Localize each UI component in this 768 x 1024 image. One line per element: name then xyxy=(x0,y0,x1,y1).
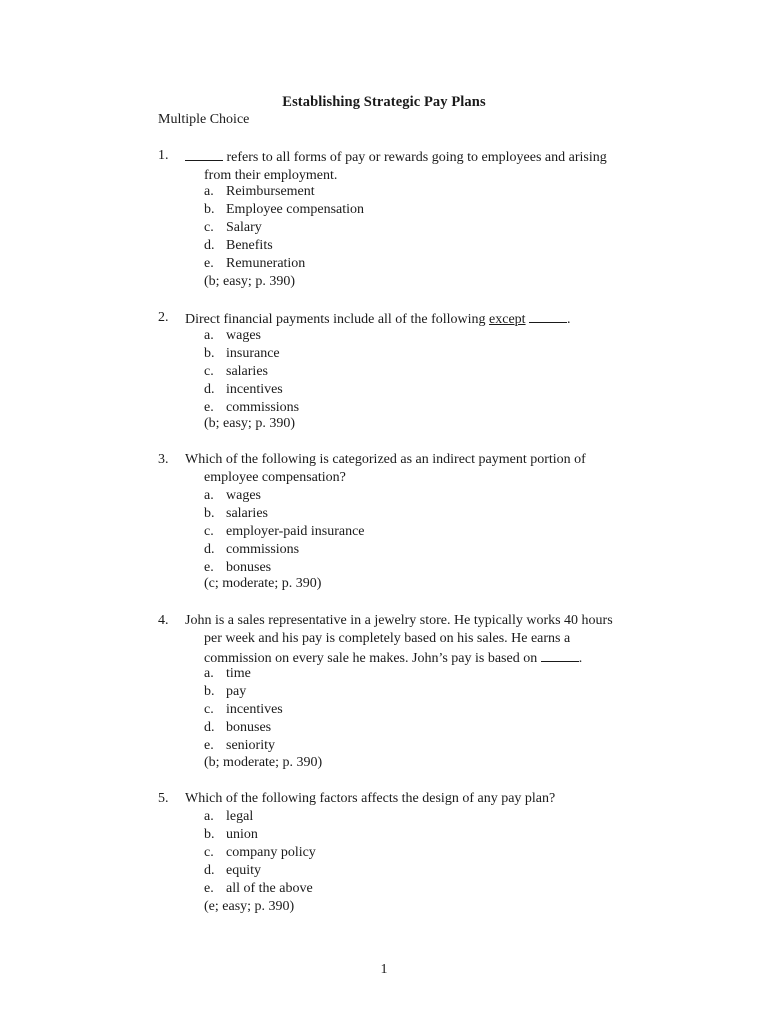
option-list xyxy=(204,808,316,898)
option-text: commissions xyxy=(226,542,300,557)
option-item xyxy=(204,183,364,201)
question-line: John is a sales representative in a jewelry store. He typically works 40 hours xyxy=(185,613,613,628)
option-text: Benefits xyxy=(226,238,273,253)
option-text: bonuses xyxy=(226,720,272,735)
option-item xyxy=(204,683,283,701)
option-text: time xyxy=(226,666,251,681)
option-letter: c. xyxy=(204,524,214,539)
option-letter: a. xyxy=(204,666,214,681)
option-list xyxy=(204,487,365,577)
option-letter: a. xyxy=(204,488,214,503)
option-letter: e. xyxy=(204,738,214,753)
question-text xyxy=(185,147,650,185)
option-item xyxy=(204,701,283,719)
option-text: Employee compensation xyxy=(226,202,365,217)
option-text: union xyxy=(226,827,258,842)
question-text xyxy=(185,309,650,329)
option-letter: c. xyxy=(204,364,214,379)
option-item xyxy=(204,327,299,345)
document-title: Establishing Strategic Pay Plans xyxy=(282,94,486,110)
option-list xyxy=(204,665,283,755)
question-line: Which of the following is categorized as an indirect payment portion of xyxy=(185,452,586,467)
option-letter: b. xyxy=(204,202,215,217)
option-text: incentives xyxy=(226,702,283,717)
option-text: Salary xyxy=(226,220,262,235)
section-heading: Multiple Choice xyxy=(158,112,250,127)
question-number: 2. xyxy=(158,310,169,325)
option-item xyxy=(204,826,316,844)
answer-blank xyxy=(185,147,223,161)
option-item xyxy=(204,844,316,862)
option-letter: a. xyxy=(204,184,214,199)
option-item xyxy=(204,541,365,559)
answer-blank xyxy=(541,648,579,662)
question-number: 3. xyxy=(158,452,169,467)
option-letter: e. xyxy=(204,400,214,415)
option-text: all of the above xyxy=(226,881,313,896)
question-number: 5. xyxy=(158,791,169,806)
question-number: 4. xyxy=(158,613,169,628)
option-letter: d. xyxy=(204,238,215,253)
option-text: commissions xyxy=(226,400,300,415)
option-letter: e. xyxy=(204,256,214,271)
answer-key: (b; easy; p. 390) xyxy=(204,274,295,289)
option-item xyxy=(204,363,299,381)
option-item xyxy=(204,719,283,737)
option-item xyxy=(204,381,299,399)
question-line: employee compensation? xyxy=(204,470,346,485)
option-text: company policy xyxy=(226,845,316,860)
option-letter: d. xyxy=(204,382,215,397)
question-text xyxy=(185,612,650,668)
question-line: per week and his pay is completely based on his sales. He earns a xyxy=(204,631,571,646)
question-text xyxy=(185,451,650,487)
question-line-end: . xyxy=(567,312,571,327)
option-text: seniority xyxy=(226,738,275,753)
option-text: legal xyxy=(226,809,254,824)
option-text: wages xyxy=(226,328,261,343)
question-number: 1. xyxy=(158,148,169,163)
option-item xyxy=(204,523,365,541)
question-line: Direct financial payments include all of the following xyxy=(185,312,486,327)
option-item xyxy=(204,345,299,363)
answer-blank xyxy=(529,309,567,323)
option-letter: b. xyxy=(204,827,215,842)
option-item xyxy=(204,255,364,273)
option-text: bonuses xyxy=(226,560,272,575)
option-item xyxy=(204,487,365,505)
option-letter: e. xyxy=(204,881,214,896)
option-letter: b. xyxy=(204,346,215,361)
question-line-end: . xyxy=(578,651,583,666)
option-letter: c. xyxy=(204,702,214,717)
option-text: Reimbursement xyxy=(226,184,315,199)
option-text: Remuneration xyxy=(226,256,306,271)
option-item xyxy=(204,201,364,219)
answer-key: (e; easy; p. 390) xyxy=(204,899,295,914)
option-letter: c. xyxy=(204,220,214,235)
option-text: pay xyxy=(226,684,247,699)
option-list xyxy=(204,327,299,417)
option-text: wages xyxy=(226,488,261,503)
option-item xyxy=(204,237,364,255)
option-letter: b. xyxy=(204,684,215,699)
option-letter: d. xyxy=(204,863,215,878)
option-letter: a. xyxy=(204,809,214,824)
option-letter: b. xyxy=(204,506,215,521)
option-item xyxy=(204,219,364,237)
option-letter: a. xyxy=(204,328,214,343)
option-item xyxy=(204,880,316,898)
option-item xyxy=(204,505,365,523)
question-line: Which of the following factors affects the design of any pay plan? xyxy=(185,791,556,806)
option-letter: d. xyxy=(204,542,215,557)
option-text: salaries xyxy=(226,506,268,521)
option-text: incentives xyxy=(226,382,283,397)
answer-key: (b; easy; p. 390) xyxy=(204,416,295,431)
option-list xyxy=(204,183,364,273)
answer-key: (c; moderate; p. 390) xyxy=(204,576,322,591)
option-text: salaries xyxy=(226,364,268,379)
option-letter: e. xyxy=(204,560,214,575)
option-letter: d. xyxy=(204,720,215,735)
option-item xyxy=(204,737,283,755)
option-item xyxy=(204,808,316,826)
question-line-text: commission on every sale he makes. John’s pay is based on xyxy=(204,651,538,666)
option-text: insurance xyxy=(226,346,280,361)
question-line: from their employment. xyxy=(204,168,338,183)
option-text: equity xyxy=(226,863,261,878)
option-item xyxy=(204,862,316,880)
page-number: 1 xyxy=(380,962,388,977)
question-text xyxy=(185,790,650,808)
option-letter: c. xyxy=(204,845,214,860)
emphasis-word: except xyxy=(489,312,526,327)
option-text: employer-paid insurance xyxy=(226,524,365,539)
question-line: refers to all forms of pay or rewards going to employees and arising xyxy=(226,150,607,165)
option-item xyxy=(204,665,283,683)
answer-key: (b; moderate; p. 390) xyxy=(204,755,323,770)
